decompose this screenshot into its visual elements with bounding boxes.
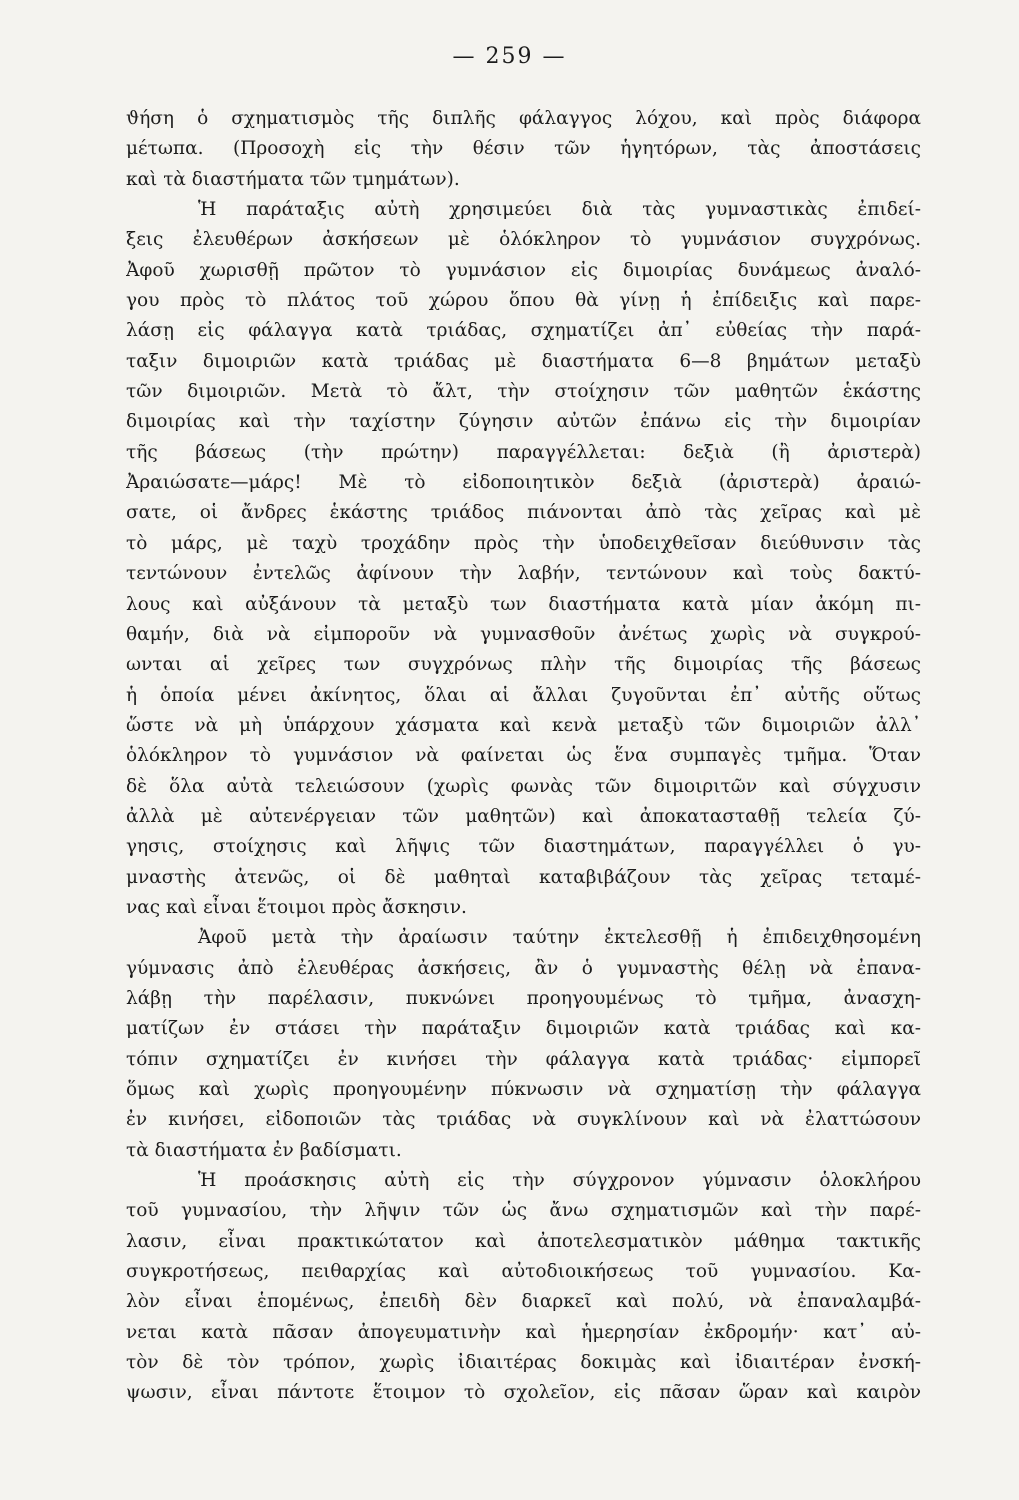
page-number: — 259 — <box>452 44 567 69</box>
text-line: τόπιν σχηματίζει ἐν κινήσει τὴν φάλαγγα κατὰ τριάδας· εἰμπορεῖ <box>126 1048 921 1070</box>
text-line: λασιν, εἶναι πρακτικώτατον καὶ ἀποτελεσματικὸν μάθημα τακτικῆς <box>126 1230 921 1252</box>
text-line: ἡ ὁποία μένει ἀκίνητος, ὅλαι αἱ ἄλλαι ζυγοῦνται ἐπ᾽ αὐτῆς οὕτως <box>126 684 921 706</box>
text-line: ματίζων ἐν στάσει τὴν παράταξιν διμοιριῶν κατὰ τριάδας καὶ κα- <box>126 1018 921 1040</box>
text-line: ὅμως καὶ χωρὶς προηγουμένην πύκνωσιν νὰ σχηματίσῃ τὴν φάλαγγα <box>126 1079 921 1100</box>
text-line: ἀλλὰ μὲ αὐτενέργειαν τῶν μαθητῶν) καὶ ἀποκατασταθῇ τελεία ζύ- <box>126 805 921 827</box>
text-line: ωνται αἱ χεῖρες των συγχρόνως πλὴν τῆς διμοιρίας τῆς βάσεως <box>126 654 921 676</box>
text-line: λάσῃ εἰς φάλαγγα κατὰ τριάδας, σχηματίζει ἀπ᾽ εὐθείας τὴν παρά- <box>126 320 921 342</box>
text-line: ὥστε νὰ μὴ ὑπάρχουν χάσματα καὶ κενὰ μεταξὺ τῶν διμοιριῶν ἀλλ᾽ <box>126 714 921 736</box>
text-line: τὰ διαστήματα ἐν βαδίσματι. <box>126 1139 402 1161</box>
text-line: τὸν δὲ τὸν τρόπον, χωρὶς ἰδιαιτέρας δοκιμὰς καὶ ἰδιαιτέραν ἐνσκή- <box>126 1352 921 1374</box>
text-line: τεντώνουν ἐντελῶς ἀφίνουν τὴν λαβήν, τεντώνουν καὶ τοὺς δακτύ- <box>126 563 921 585</box>
body-text <box>126 104 921 1409</box>
text-line: Ἀφοῦ μετὰ τὴν ἀραίωσιν ταύτην ἐκτελεσθῇ ἡ ἐπιδειχθησομένη <box>198 927 921 949</box>
text-line: νας καὶ εἶναι ἕτοιμοι πρὸς ἄσκησιν. <box>126 896 467 918</box>
text-line: ἐν κινήσει, εἰδοποιῶν τὰς τριάδας νὰ συγκλίνουν καὶ νὰ ἐλαττώσουν <box>126 1109 921 1131</box>
text-line: ϑήση ὁ σχηματισμὸς τῆς διπλῆς φάλαγγος λόχου, καὶ πρὸς διάφορα <box>126 108 921 129</box>
text-line: Ἡ παράταξις αὐτὴ χρησιμεύει διὰ τὰς γυμναστικὰς ἐπιδεί- <box>198 199 921 221</box>
text-line: τοῦ γυμνασίου, τὴν λῆψιν τῶν ὡς ἄνω σχηματισμῶν καὶ τὴν παρέ- <box>126 1200 921 1222</box>
text-line: συγκροτήσεως, πειθαρχίας καὶ αὐτοδιοικήσεως τοῦ γυμνασίου. Κα- <box>126 1261 921 1283</box>
text-line: Ἡ προάσκησις αὐτὴ εἰς τὴν σύγχρονον γύμνασιν ὁλοκλήρου <box>198 1170 921 1192</box>
text-line: τῆς βάσεως (τὴν πρώτην) παραγγέλλεται: δεξιὰ (ἢ ἀριστερὰ) <box>126 441 921 463</box>
text-line: θαμήν, διὰ νὰ εἰμποροῦν νὰ γυμνασθοῦν ἀνέτως χωρὶς νὰ συγκρού- <box>126 623 921 645</box>
text-line: μέτωπα. (Προσοχὴ εἰς τὴν θέσιν τῶν ἡγητόρων, τὰς ἀποστάσεις <box>126 138 921 160</box>
text-line: Ἀραιώσατε—μάρς! Μὲ τὸ εἰδοποιητικὸν δεξιὰ (ἀριστερὰ) ἀραιώ- <box>126 472 921 494</box>
text-line: τὸ μάρς, μὲ ταχὺ τροχάδην πρὸς τὴν ὑποδειχθεῖσαν διεύθυνσιν τὰς <box>126 532 921 554</box>
text-line: γησις, στοίχησις καὶ λῆψις τῶν διαστημάτων, παραγγέλλει ὁ γυ- <box>126 836 921 858</box>
text-line: Ἀφοῦ χωρισθῇ πρῶτον τὸ γυμνάσιον εἰς διμοιρίας δυνάμεως ἀναλό- <box>126 259 921 281</box>
text-line: λάβῃ τὴν παρέλασιν, πυκνώνει προηγουμένως τὸ τμῆμα, ἀνασχη- <box>126 987 921 1009</box>
text-line: καὶ τὰ διαστήματα τῶν τμημάτων). <box>126 168 460 190</box>
text-line: δὲ ὅλα αὐτὰ τελειώσουν (χωρὶς φωνὰς τῶν διμοιριτῶν καὶ σύγχυσιν <box>126 775 921 797</box>
text-line: σατε, οἱ ἄνδρες ἑκάστης τριάδος πιάνονται ἀπὸ τὰς χεῖρας καὶ μὲ <box>126 502 921 524</box>
text-line: τῶν διμοιριῶν. Μετὰ τὸ ἄλτ, τὴν στοίχησιν τῶν μαθητῶν ἑκάστης <box>126 381 921 403</box>
text-line: ξεις ἐλευθέρων ἀσκήσεων μὲ ὁλόκληρον τὸ γυμνάσιον συγχρόνως. <box>126 229 921 251</box>
text-line: λὸν εἶναι ἑπομένως, ἐπειδὴ δὲν διαρκεῖ καὶ πολύ, νὰ ἐπαναλαμβά- <box>126 1291 921 1313</box>
text-line: διμοιρίας καὶ τὴν ταχίστην ζύγησιν αὐτῶν ἐπάνω εἰς τὴν διμοιρίαν <box>126 411 921 433</box>
text-line: ὁλόκληρον τὸ γυμνάσιον νὰ φαίνεται ὡς ἕνα συμπαγὲς τμῆμα. Ὅταν <box>126 745 921 767</box>
text-line: νεται κατὰ πᾶσαν ἀπογευματινὴν καὶ ἡμερησίαν ἐκδρομήν· κατ᾽ αὐ- <box>126 1321 921 1343</box>
text-line: λους καὶ αὐξάνουν τὰ μεταξὺ των διαστήματα κατὰ μίαν ἀκόμη πι- <box>126 593 921 615</box>
text-line: γύμνασις ἀπὸ ἐλευθέρας ἀσκήσεις, ἂν ὁ γυμναστὴς θέλῃ νὰ ἐπανα- <box>126 957 921 979</box>
text-line: ταξιν διμοιριῶν κατὰ τριάδας μὲ διαστήματα 6—8 βημάτων μεταξὺ <box>126 350 921 372</box>
text-line: μναστὴς ἀτενῶς, οἱ δὲ μαθηταὶ καταβιβάζουν τὰς χεῖρας τεταμέ- <box>126 866 921 888</box>
text-line: γου πρὸς τὸ πλάτος τοῦ χώρου ὅπου θὰ γίνῃ ἡ ἐπίδειξις καὶ παρε- <box>126 290 921 312</box>
text-line: ψωσιν, εἶναι πάντοτε ἕτοιμον τὸ σχολεῖον, εἰς πᾶσαν ὥραν καὶ καιρὸν <box>126 1382 921 1404</box>
